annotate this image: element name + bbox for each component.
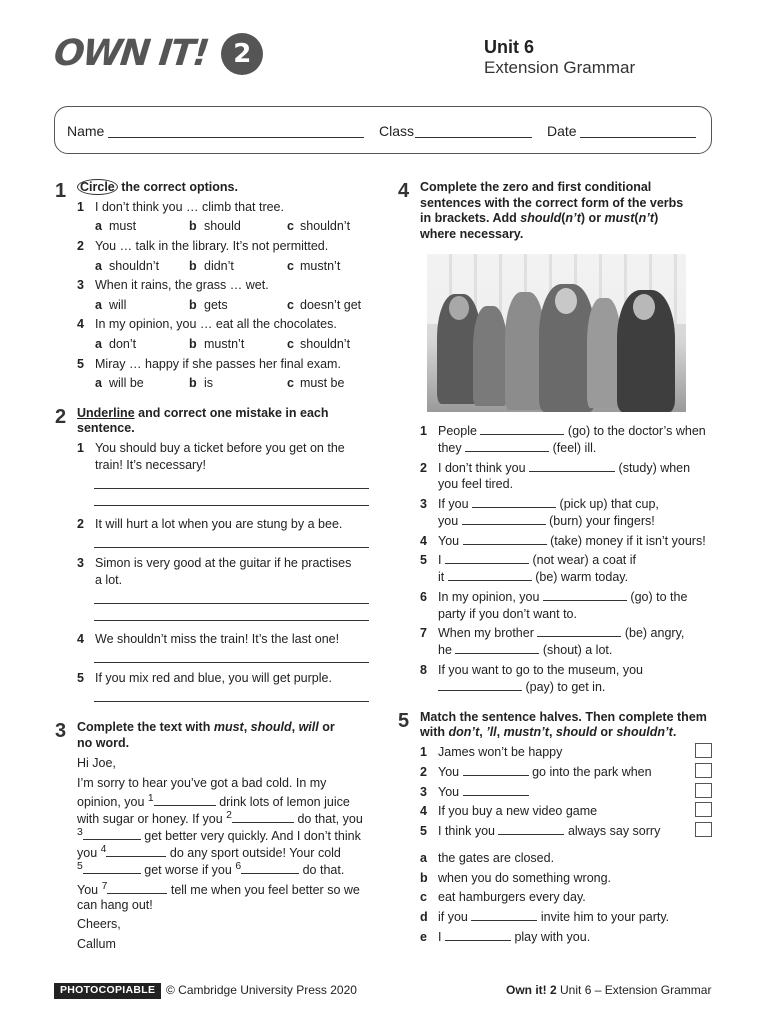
item-number: 3	[77, 556, 84, 570]
option-c[interactable]: must be	[300, 376, 345, 390]
ending-letter: d	[420, 910, 428, 924]
answer-gap[interactable]	[472, 497, 556, 508]
item-number: 3	[420, 497, 427, 511]
text: opinion, you	[77, 795, 145, 810]
section-label: Extension Grammar	[604, 983, 712, 997]
sentence-text: You should buy a ticket before you get on the	[95, 441, 345, 455]
item-line	[438, 552, 636, 569]
answer-gap[interactable]	[543, 590, 627, 601]
word-will: will	[298, 720, 319, 734]
item-line	[438, 625, 684, 642]
option-c[interactable]: mustn’t	[300, 259, 341, 273]
word-must: must	[604, 211, 635, 225]
option-b[interactable]: mustn’t	[204, 337, 245, 351]
letter-line	[77, 792, 350, 811]
answer-gap[interactable]	[445, 930, 511, 941]
copyright: © Cambridge University Press 2020	[166, 983, 357, 997]
letter-closing: Cheers,	[77, 917, 121, 931]
item-line	[438, 533, 706, 550]
text: (	[634, 211, 639, 225]
option-letter: c	[287, 376, 294, 390]
word-nt: n’t	[565, 211, 581, 225]
ending-letter: b	[420, 871, 428, 885]
text: with sugar or honey. If you	[77, 812, 223, 827]
ending-line	[438, 909, 669, 926]
answer-box[interactable]	[695, 743, 712, 758]
item-number: 2	[420, 765, 427, 779]
separator: –	[594, 983, 602, 997]
exercise-4-instruction	[420, 210, 658, 227]
instruction-text: Complete the text with	[77, 720, 211, 734]
item-line: party if you don’t want to.	[438, 607, 577, 621]
exercise-3-number: 3	[55, 720, 67, 742]
answer-line[interactable]	[94, 620, 369, 621]
answer-box[interactable]	[695, 783, 712, 798]
option-letter: c	[287, 337, 294, 351]
exercise-4-instruction: Complete the zero and first conditional	[420, 180, 652, 194]
item-line	[438, 513, 655, 530]
option-a[interactable]: will	[109, 298, 127, 312]
text: I	[438, 553, 442, 567]
option-a[interactable]: shouldn’t	[109, 259, 160, 273]
option-b[interactable]: should	[204, 219, 241, 233]
item-line	[438, 764, 652, 781]
item-text: You … talk in the library. It’s not permitted.	[95, 239, 329, 253]
text: they	[438, 441, 462, 455]
exercise-3-instruction	[77, 719, 335, 736]
text: (burn) your fingers!	[549, 514, 655, 528]
answer-gap[interactable]	[448, 570, 532, 581]
text: in brackets. Add	[420, 211, 517, 225]
separator: ,	[243, 720, 251, 734]
text: get better very quickly. And I don’t think	[144, 829, 361, 844]
text: People	[438, 424, 477, 438]
instruction-text: and correct one mistake in each	[138, 406, 329, 420]
option-letter: a	[95, 298, 102, 312]
answer-line[interactable]	[94, 505, 369, 506]
item-text: Miray … happy if she passes her final exam.	[95, 357, 341, 371]
ending-text: when you do something wrong.	[438, 871, 612, 885]
answer-gap[interactable]	[498, 824, 564, 835]
answer-gap[interactable]	[438, 680, 522, 691]
answer-gap[interactable]	[463, 765, 529, 776]
item-line: If you want to go to the museum, you	[438, 663, 643, 677]
text: play with you.	[514, 930, 591, 944]
unit-label: Unit 6	[560, 983, 592, 997]
gap-5[interactable]	[83, 863, 141, 874]
date-label: Date	[547, 123, 577, 139]
item-text: When it rains, the grass … wet.	[95, 278, 269, 292]
item-text: I don’t think you … climb that tree.	[95, 200, 284, 214]
item-number: 2	[77, 517, 84, 531]
exercise-4-instruction: sentences with the correct form of the verbs	[420, 196, 684, 210]
exercise-3-instruction-line-2: no word.	[77, 736, 130, 750]
letter-signature: Callum	[77, 937, 116, 951]
item-line	[438, 569, 628, 586]
book-title: Own it! 2	[506, 983, 557, 997]
option-b[interactable]: is	[204, 376, 214, 390]
text: ,	[548, 725, 556, 739]
item-number: 4	[420, 534, 427, 548]
item-text: James won’t be happy	[438, 745, 563, 759]
text: he	[438, 643, 452, 657]
answer-box[interactable]	[695, 763, 712, 778]
answer-gap[interactable]	[529, 461, 615, 472]
answer-line[interactable]	[94, 488, 369, 489]
option-b[interactable]: didn’t	[204, 259, 234, 273]
option-letter: b	[189, 337, 197, 351]
gap-number: 6	[235, 861, 242, 872]
text: it	[438, 570, 445, 584]
letter-line	[77, 809, 363, 828]
exercise-4-number: 4	[398, 180, 410, 202]
text: I think you	[438, 824, 495, 838]
unit-title: Unit 6	[484, 37, 535, 57]
text: ,	[496, 725, 504, 739]
logo-text: OWN IT!	[51, 33, 210, 74]
item-number: 8	[420, 663, 427, 677]
item-line	[438, 823, 660, 840]
word-nt: n’t	[638, 211, 655, 225]
text: When my brother	[438, 626, 534, 640]
class-field[interactable]	[415, 137, 532, 138]
option-letter: c	[287, 298, 294, 312]
text: You	[77, 883, 99, 898]
item-text: If you buy a new video game	[438, 804, 598, 818]
option-letter: b	[189, 298, 197, 312]
underline-word: Underline	[77, 406, 135, 420]
gap-number: 5	[77, 861, 83, 872]
word: ’ll	[486, 725, 497, 739]
item-number: 3	[420, 785, 427, 799]
word: mustn’t	[503, 725, 549, 739]
word-should: should	[520, 211, 562, 225]
students-photo	[427, 254, 686, 412]
option-a[interactable]: will be	[109, 376, 144, 390]
letter-line	[77, 860, 344, 879]
text: (shout) a lot.	[542, 643, 613, 657]
option-a[interactable]: must	[109, 219, 137, 233]
ending-line	[438, 929, 590, 946]
text: (pick up) that cup,	[559, 497, 659, 511]
option-a[interactable]: don’t	[109, 337, 137, 351]
option-letter: b	[189, 376, 197, 390]
exercise-5-instruction: Match the sentence halves. Then complete them	[420, 710, 707, 724]
item-number: 2	[420, 461, 427, 475]
letter-line	[77, 880, 360, 899]
item-line: you feel tired.	[438, 477, 514, 491]
answer-gap[interactable]	[445, 553, 529, 564]
text: I don’t think you	[438, 461, 526, 475]
item-line	[438, 496, 659, 513]
option-letter: c	[287, 259, 294, 273]
text: (study) when	[618, 461, 691, 475]
option-c[interactable]: shouldn’t	[300, 337, 351, 351]
text: go into the park when	[532, 765, 652, 779]
item-number: 4	[77, 317, 84, 331]
sentence-text: If you mix red and blue, you will get purple.	[95, 671, 332, 685]
text: get worse if you	[144, 863, 232, 878]
footer-book-info	[506, 983, 711, 999]
exercise-1-instruction	[77, 179, 238, 196]
gap-number: 3	[77, 827, 83, 838]
option-c[interactable]: doesn’t get	[300, 298, 362, 312]
gap-2[interactable]	[232, 812, 294, 823]
item-line	[438, 679, 605, 696]
item-line	[438, 440, 596, 457]
text: drink lots of lemon juice	[219, 795, 350, 810]
item-number: 7	[420, 626, 427, 640]
sentence-text: Simon is very good at the guitar if he practises	[95, 556, 352, 570]
answer-box[interactable]	[695, 802, 712, 817]
text: or	[600, 725, 613, 739]
item-line	[438, 784, 529, 801]
exercise-2-instruction-line-2: sentence.	[77, 421, 135, 435]
text: with	[420, 725, 445, 739]
text: always say sorry	[567, 824, 661, 838]
option-letter: a	[95, 219, 102, 233]
answer-gap[interactable]	[463, 785, 529, 796]
option-b[interactable]: gets	[204, 298, 228, 312]
exercise-5-instruction	[420, 724, 676, 741]
item-number: 5	[420, 824, 427, 838]
answer-line[interactable]	[94, 701, 369, 702]
item-number: 4	[77, 632, 84, 646]
answer-gap[interactable]	[463, 534, 547, 545]
answer-gap[interactable]	[537, 626, 621, 637]
text: do that.	[302, 863, 345, 878]
answer-gap[interactable]	[465, 441, 549, 452]
item-number: 1	[77, 441, 84, 455]
text: I	[438, 930, 442, 944]
circle-word: Circle	[77, 179, 118, 195]
gap-6[interactable]	[241, 863, 299, 874]
answer-gap[interactable]	[462, 514, 546, 525]
exercise-2-number: 2	[55, 406, 67, 428]
letter-line	[77, 826, 361, 845]
date-field[interactable]	[580, 137, 696, 138]
text: (be) warm today.	[535, 570, 629, 584]
text: You	[438, 765, 460, 779]
item-line	[438, 423, 706, 440]
class-label: Class	[379, 123, 415, 139]
text: .	[672, 725, 677, 739]
exercise-1-number: 1	[55, 180, 67, 202]
option-letter: a	[95, 376, 102, 390]
name-field[interactable]	[108, 137, 364, 138]
item-line	[438, 642, 612, 659]
instruction-text: the correct options.	[121, 180, 238, 194]
answer-line[interactable]	[94, 662, 369, 663]
text: (take) money if it isn’t yours!	[550, 534, 706, 548]
gap-number: 2	[226, 810, 232, 821]
text: (not wear) a coat if	[532, 553, 636, 567]
gap-3[interactable]	[83, 829, 141, 840]
gap-number: 1	[147, 793, 154, 804]
answer-line[interactable]	[94, 603, 369, 604]
item-number: 5	[420, 553, 427, 567]
sentence-text: train! It’s necessary!	[95, 458, 206, 472]
item-number: 1	[77, 200, 84, 214]
text: tell me when you feel better so we	[170, 883, 360, 898]
ending-letter: a	[420, 851, 427, 865]
exercise-5-number: 5	[398, 710, 410, 732]
sentence-text: a lot.	[95, 573, 123, 587]
option-letter: a	[95, 259, 102, 273]
separator: ,	[291, 720, 299, 734]
item-number: 5	[77, 671, 84, 685]
text: you	[438, 514, 459, 528]
text: ,	[479, 725, 487, 739]
photocopiable-tag: PHOTOCOPIABLE	[54, 983, 161, 999]
text: do that, you	[297, 812, 363, 827]
option-letter: c	[287, 219, 294, 233]
answer-gap[interactable]	[455, 643, 539, 654]
sentence-text: We shouldn’t miss the train! It’s the last one!	[95, 632, 340, 646]
gap-number: 7	[101, 881, 108, 892]
text: (go) to the	[630, 590, 688, 604]
text: invite him to your party.	[540, 910, 670, 924]
item-number: 6	[420, 590, 427, 604]
letter-line: can hang out!	[77, 898, 153, 912]
text: In my opinion, you	[438, 590, 540, 604]
instruction-text: or	[322, 720, 335, 734]
answer-gap[interactable]	[471, 910, 537, 921]
item-number: 3	[77, 278, 84, 292]
answer-box[interactable]	[695, 822, 712, 837]
logo-level-number: 2	[221, 33, 263, 75]
ending-text: eat hamburgers every day.	[438, 890, 586, 904]
text: (be) angry,	[624, 626, 685, 640]
word: shouldn’t	[616, 725, 673, 739]
letter-greeting: Hi Joe,	[77, 756, 116, 770]
ending-letter: e	[420, 930, 427, 944]
item-number: 2	[77, 239, 84, 253]
name-label: Name	[67, 123, 105, 139]
text: You	[438, 534, 460, 548]
gap-4[interactable]	[106, 846, 166, 857]
item-number: 4	[420, 804, 427, 818]
option-letter: a	[95, 337, 102, 351]
text: (	[561, 211, 566, 225]
text: (pay) to get in.	[525, 680, 606, 694]
gap-number: 4	[100, 844, 107, 855]
item-number: 5	[77, 357, 84, 371]
option-letter: b	[189, 259, 197, 273]
text: you	[77, 846, 98, 861]
text: (feel) ill.	[552, 441, 597, 455]
ending-letter: c	[420, 890, 427, 904]
item-number: 1	[420, 745, 427, 759]
own-it-logo	[51, 30, 263, 78]
item-line	[438, 460, 690, 477]
gap-1[interactable]	[154, 795, 216, 806]
gap-7[interactable]	[107, 883, 167, 894]
text: ) or	[580, 211, 602, 225]
word-should: should	[250, 720, 292, 734]
text: )	[654, 211, 659, 225]
item-line	[438, 589, 687, 606]
ending-text: the gates are closed.	[438, 851, 555, 865]
sentence-text: It will hurt a lot when you are stung by a bee.	[95, 517, 343, 531]
item-text: In my opinion, you … eat all the chocolates.	[95, 317, 337, 331]
answer-gap[interactable]	[480, 424, 564, 435]
text: You	[438, 785, 460, 799]
text: do any sport outside! Your cold	[169, 846, 341, 861]
item-number: 1	[420, 424, 427, 438]
text: (go) to the doctor’s when	[567, 424, 706, 438]
text: if you	[438, 910, 468, 924]
letter-line: I’m sorry to hear you’ve got a bad cold. In my	[77, 776, 327, 790]
unit-subtitle: Extension Grammar	[484, 58, 636, 77]
word: should	[555, 725, 597, 739]
answer-line[interactable]	[94, 547, 369, 548]
letter-line	[77, 843, 341, 862]
word: don’t	[448, 725, 480, 739]
option-c[interactable]: shouldn’t	[300, 219, 351, 233]
word-must: must	[213, 720, 244, 734]
exercise-4-instruction: where necessary.	[420, 227, 524, 241]
option-letter: b	[189, 219, 197, 233]
text: If you	[438, 497, 469, 511]
